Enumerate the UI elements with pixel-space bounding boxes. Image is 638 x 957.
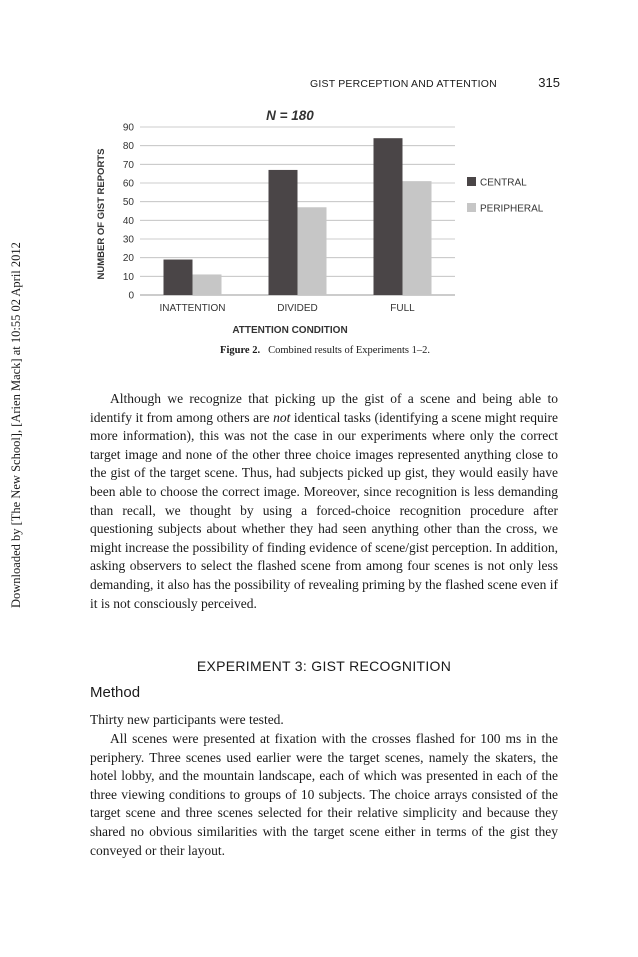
- x-tick-label: INATTENTION: [159, 303, 226, 314]
- y-tick-label: 90: [122, 122, 134, 134]
- bar-chart: [90, 102, 560, 342]
- y-tick-label: 10: [122, 271, 134, 283]
- legend-swatch-central: [467, 177, 476, 186]
- y-tick-label: 70: [122, 159, 134, 171]
- paragraph-text: Although we recognize that picking up the gist of a scene and being able to identify it from among others are: [90, 391, 558, 425]
- chart-title: N = 180: [266, 108, 314, 123]
- running-title: GIST PERCEPTION AND ATTENTION: [310, 78, 497, 90]
- paragraph-participants: Thirty new participants were tested.: [90, 712, 284, 727]
- y-tick-label: 60: [122, 178, 134, 190]
- legend-label-central: CENTRAL: [480, 177, 527, 189]
- y-tick-label: 30: [122, 234, 134, 246]
- paragraph-intro: [90, 390, 558, 613]
- section-heading: EXPERIMENT 3: GIST RECOGNITION: [196, 658, 452, 674]
- y-tick-label: 80: [122, 141, 134, 153]
- y-tick-labels: [123, 123, 135, 302]
- y-tick-label: 40: [122, 215, 134, 227]
- bar-central-divided: [269, 170, 298, 295]
- bar-peripheral-inattention: [193, 274, 222, 295]
- page-number: 315: [538, 75, 560, 90]
- x-tick-label: DIVIDED: [277, 303, 318, 314]
- y-tick-label: 50: [122, 197, 134, 209]
- running-header: [310, 72, 560, 92]
- legend-label-peripheral: PERIPHERAL: [480, 203, 544, 215]
- figure-label: Figure 2.: [220, 345, 261, 356]
- bar-peripheral-divided: [298, 207, 327, 295]
- chart-legend: [467, 177, 544, 215]
- x-tick-labels: [160, 303, 416, 314]
- paragraph-text: identical tasks (identifying a scene might require more information), this was not the case in our experiments where only the correct target image and none of the other three choice images represented anything close to the gist of the target scene. Thus, had subjects picked up gist, they would easily have been able to choose the correct image. Moreover, since recognition is less demanding than recall, we thought by using a forced-choice recognition procedure after questioning subjects about whether they had seen anything other than the cross, we might increase the possibility of finding evidence of scene/gist perception. In addition, asking observers to select the flashed scene from among four scenes is not only less demanding, it also has the possibility of revealing priming by the flashed scene even if it is not consciously perceived.: [90, 409, 558, 611]
- bar-peripheral-full: [403, 181, 432, 295]
- subsection-heading: Method: [90, 684, 141, 701]
- legend-swatch-peripheral: [467, 203, 476, 212]
- download-watermark: Downloaded by [The New School], [Arien Mack] at 10:55 02 April 2012: [9, 242, 23, 608]
- x-axis-label: ATTENTION CONDITION: [232, 325, 348, 336]
- bar-central-full: [374, 138, 403, 295]
- paragraph-procedure: All scenes were presented at fixation with the crosses flashed for 100 ms in the periphery. Three scenes used earlier were the target scenes, namely the skaters, the hotel lobby, and the mountain landscape, each of which was presented in each of the three viewing conditions to groups of 10 subjects. The choice arrays consisted of the target scene and three scenes selected for their relative simplicity and because they shared no obvious similarities with the target scene either in terms of the gist they conveyed or their layout.: [90, 731, 558, 858]
- y-tick-label: 20: [122, 253, 134, 265]
- figure-caption-text: Combined results of Experiments 1–2.: [268, 345, 430, 356]
- y-axis-label: NUMBER OF GIST REPORTS: [96, 148, 107, 280]
- figure-caption: [90, 345, 560, 356]
- chart-bars: [164, 138, 432, 295]
- paragraph-emphasis: not: [273, 409, 291, 425]
- y-tick-label: 0: [128, 290, 134, 302]
- bar-central-inattention: [164, 260, 193, 295]
- x-tick-label: FULL: [390, 303, 415, 314]
